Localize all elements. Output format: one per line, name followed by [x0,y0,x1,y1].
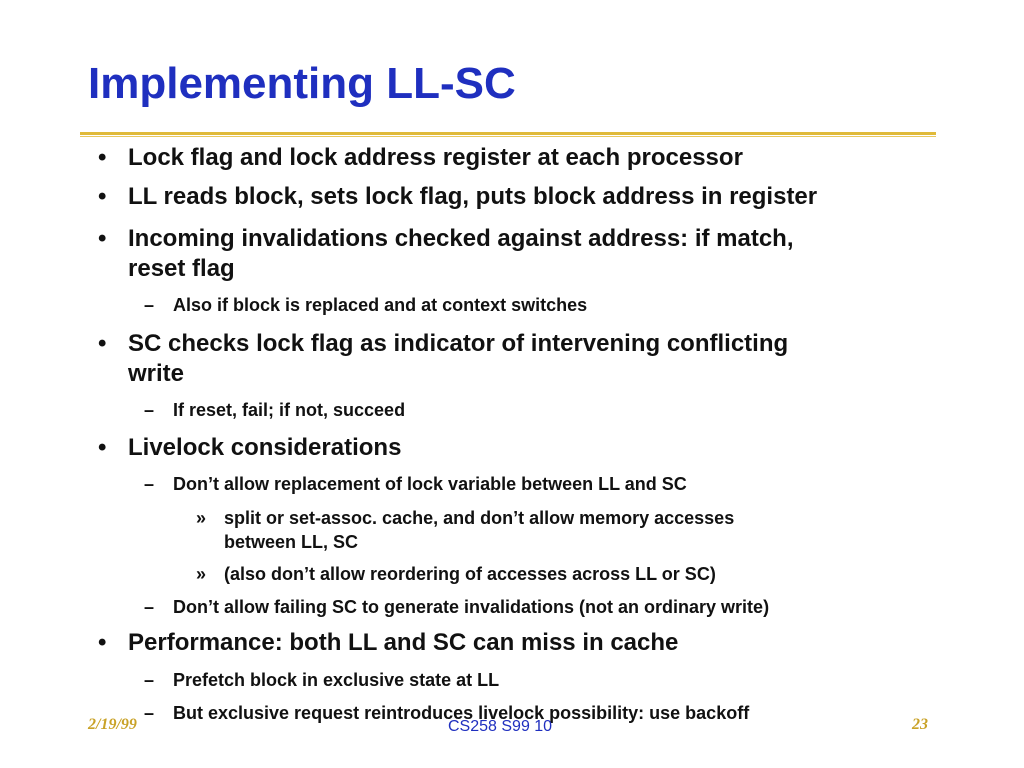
title-divider-thin [80,136,936,137]
sub-bullet-text: Prefetch block in exclusive state at LL [173,670,500,690]
sub-bullet-marker: – [144,400,155,420]
bullet-text: Livelock considerations [128,434,402,461]
title-divider [80,132,936,135]
footer-date: 2/19/99 [88,716,137,733]
sub-bullet-marker: – [144,474,155,494]
sub-bullet-marker: – [144,295,155,315]
sub-bullet-text: Don’t allow failing SC to generate invalidations (not an ordinary write) [173,597,770,617]
sub-sub-bullet-text-continuation: between LL, SC [224,532,359,552]
sub-bullet-text: Also if block is replaced and at context switches [173,295,588,315]
bullet-marker: • [98,330,107,357]
sub-bullet-marker: – [144,703,155,723]
bullet-text-continuation: reset flag [128,255,235,282]
bullet-text: SC checks lock flag as indicator of intervening conflicting [128,330,789,357]
sub-bullet-text: If reset, fail; if not, succeed [173,400,406,420]
bullet-text: Lock flag and lock address register at each processor [128,144,743,171]
sub-bullet-marker: – [144,670,155,690]
sub-sub-bullet-text: split or set-assoc. cache, and don’t allow memory accesses [224,508,735,528]
bullet-marker: • [98,629,107,656]
bullet-marker: • [98,144,107,171]
sub-sub-bullet-marker: » [196,564,207,584]
footer-course-label: CS258 S99 10 [448,718,553,735]
bullet-marker: • [98,225,107,252]
bullet-text: LL reads block, sets lock flag, puts block address in register [128,183,818,210]
footer-page-number: 23 [912,716,928,733]
sub-sub-bullet-text: (also don’t allow reordering of accesses across LL or SC) [224,564,716,584]
bullet-text-continuation: write [128,360,185,387]
sub-bullet-marker: – [144,597,155,617]
sub-sub-bullet-marker: » [196,508,207,528]
sub-bullet-text: But exclusive request reintroduces livelock possibility: use backoff [173,703,750,723]
bullet-text: Incoming invalidations checked against address: if match, [128,225,794,252]
bullet-marker: • [98,183,107,210]
sub-bullet-text: Don’t allow replacement of lock variable between LL and SC [173,474,687,494]
bullet-marker: • [98,434,107,461]
slide-title: Implementing LL-SC [88,59,516,108]
bullet-text: Performance: both LL and SC can miss in cache [128,629,679,656]
